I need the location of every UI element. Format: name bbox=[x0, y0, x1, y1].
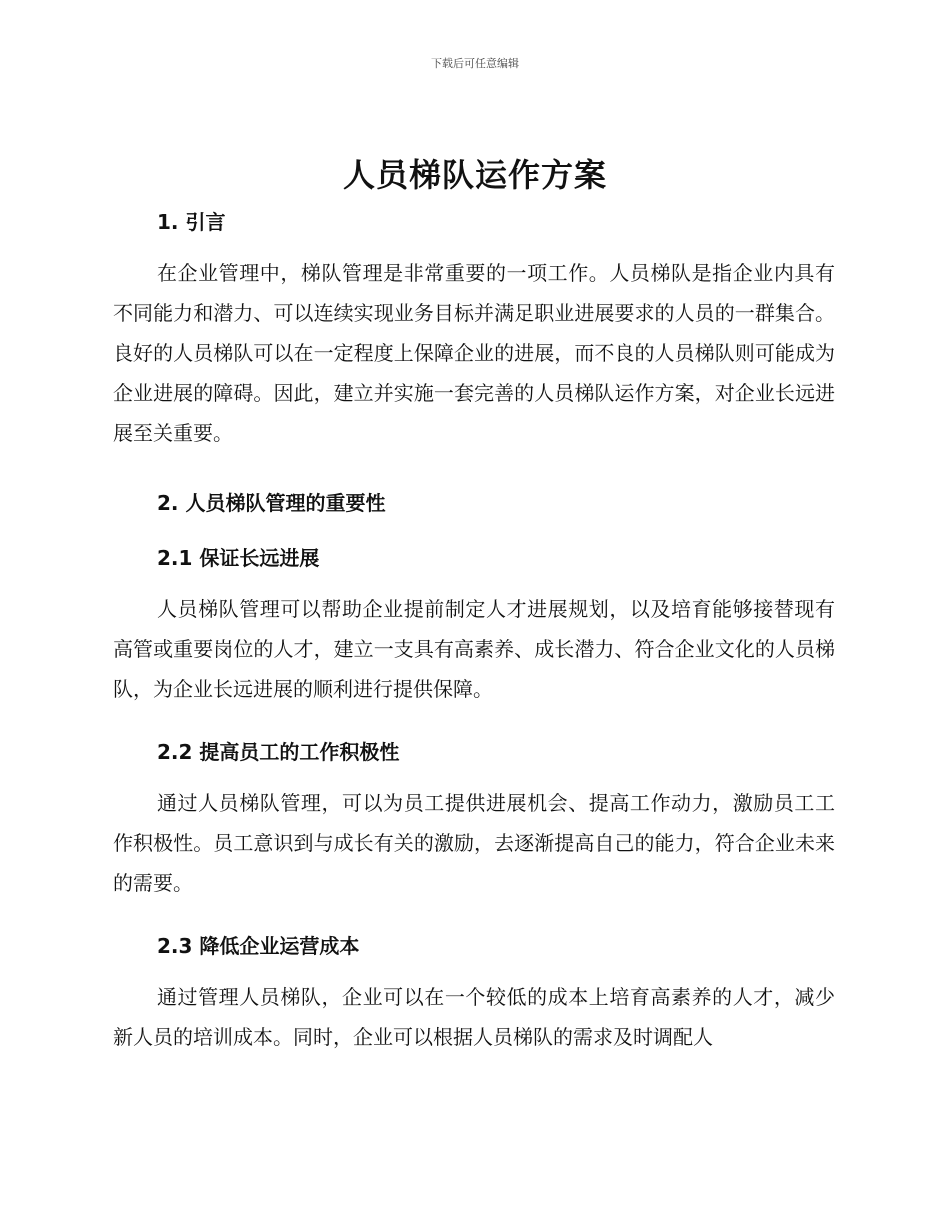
paragraph-2-1: 人员梯队管理可以帮助企业提前制定人才进展规划，以及培育能够接替现有高管或重要岗位的人才，建立一支具有高素养、成长潜力、符合企业文化的人员梯队，为企业长远进展的顺利进行提供保障。 bbox=[113, 597, 835, 701]
section-heading-intro: 1. 引言 bbox=[157, 210, 226, 234]
section-heading-importance: 2. 人员梯队管理的重要性 bbox=[157, 491, 386, 515]
document-title: 人员梯队运作方案 bbox=[342, 156, 607, 194]
paragraph-intro: 在企业管理中，梯队管理是非常重要的一项工作。人员梯队是指企业内具有不同能力和潜力、可以连续实现业务目标并满足职业进展要求的人员的一群集合。良好的人员梯队可以在一定程度上保障企业的进展，而不良的人员梯队则可能成为企业进展的障碍。因此，建立并实施一套完善的人员梯队运作方案，对企业长远进展至关重要。 bbox=[113, 261, 835, 445]
page-header-note: 下载后可任意编辑 bbox=[431, 57, 519, 70]
section-heading-2-1: 2.1 保证长远进展 bbox=[157, 546, 320, 570]
paragraph-2-2: 通过人员梯队管理，可以为员工提供进展机会、提高工作动力，激励员工工作积极性。员工意识到与成长有关的激励，去逐渐提高自己的能力，符合企业未来的需要。 bbox=[113, 791, 835, 895]
section-heading-2-2: 2.2 提高员工的工作积极性 bbox=[157, 740, 400, 764]
paragraph-2-3: 通过管理人员梯队，企业可以在一个较低的成本上培育高素养的人才，减少新人员的培训成本。同时，企业可以根据人员梯队的需求及时调配人 bbox=[113, 985, 835, 1049]
section-heading-2-3: 2.3 降低企业运营成本 bbox=[157, 934, 360, 958]
